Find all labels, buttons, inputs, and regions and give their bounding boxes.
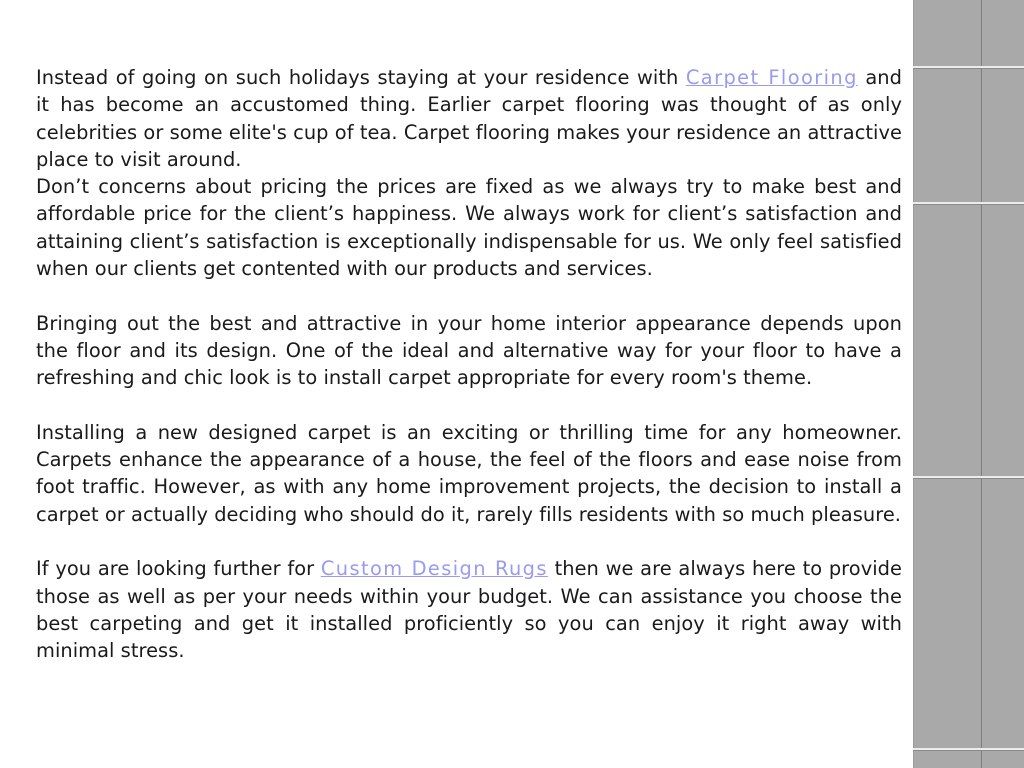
side-panel-vertical-divider xyxy=(981,0,982,768)
side-panel-divider xyxy=(913,476,1024,479)
side-panel-divider xyxy=(913,748,1024,751)
slide-body xyxy=(36,64,902,665)
paragraph-intro xyxy=(36,64,902,173)
custom-design-rugs-link[interactable]: Custom Design Rugs xyxy=(320,557,548,581)
paragraph-interior: Bringing out the best and attractive in your home interior appearance depends upon the floor and its design. One of the ideal and alternative way for your floor to have a refreshing and chic look is to install carpet appropriate for every room's theme. xyxy=(36,311,902,390)
paragraph-custom-rugs-text-after: then we are always here to provide those as well as per your needs within your budget. We can assistance you choose the best carpeting and get it installed proficiently so you can enjoy it right away with minimal stress. xyxy=(36,557,902,663)
side-panel-divider xyxy=(913,66,1024,69)
decorative-side-panel xyxy=(913,0,1024,768)
carpet-flooring-link[interactable]: Carpet Flooring xyxy=(685,66,858,89)
paragraph-installing: Installing a new designed carpet is an exciting or thrilling time for any homeowner. Carpets enhance the appearance of a house, the feel of the floors and ease noise from foot traffic. However, as with any home improvement projects, the decision to install a carpet or actually deciding who should do it, rarely fills residents with so much pleasure. xyxy=(36,420,902,526)
side-panel-divider xyxy=(913,202,1024,205)
paragraph-intro-text-before: Instead of going on such holidays staying at your residence with xyxy=(36,66,686,89)
paragraph-intro-text-after: and it has become an accustomed thing. Earlier carpet flooring was thought of as only celebrities or some elite's cup of tea. Carpet flooring makes your residence an attractive place to visit around. xyxy=(36,66,902,171)
paragraph-pricing: Don’t concerns about pricing the prices are fixed as we always try to make best and affordable price for the client’s happiness. We always work for client’s satisfaction and attaining client’s satisfaction is exceptionally indispensable for us. We only feel satisfied when our clients get contented with our products and services. xyxy=(36,175,902,281)
side-panel-edge xyxy=(913,0,914,768)
paragraph-custom-rugs-text-before: If you are looking further for xyxy=(36,557,321,581)
paragraph-custom-rugs xyxy=(36,555,902,664)
